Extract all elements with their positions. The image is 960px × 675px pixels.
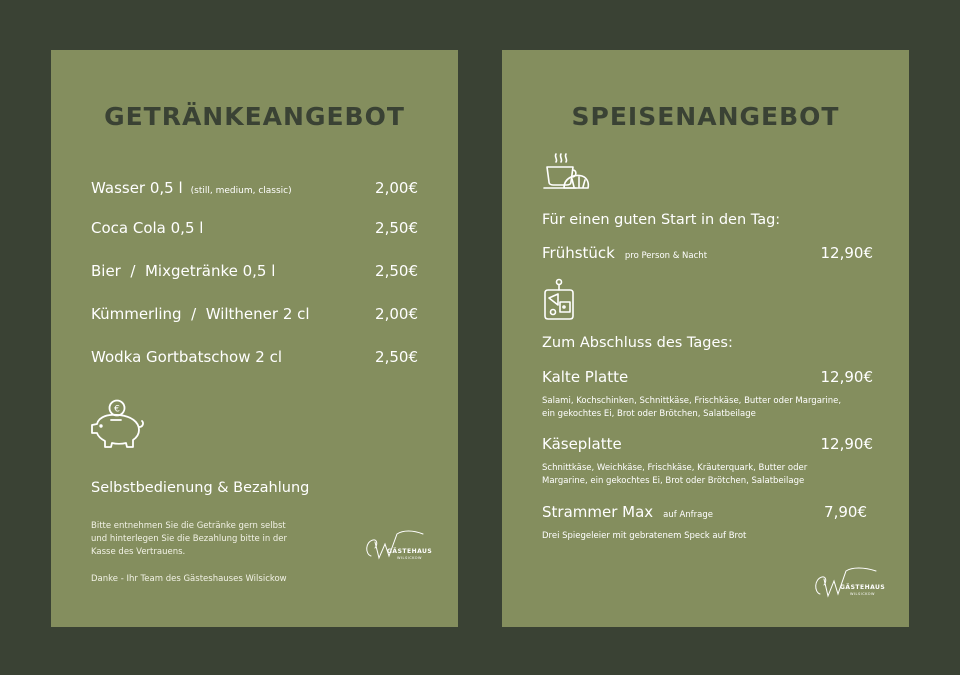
logo-sub: WILSICKOW [850, 592, 875, 596]
guesthouse-logo [361, 528, 431, 564]
menu-item-price: 12,90€ [820, 368, 873, 386]
menu-item-price: 7,90€ [824, 503, 867, 521]
drink-price: 2,00€ [375, 179, 418, 197]
menu-item-name: Strammer Max auf Anfrage [542, 503, 713, 521]
menu-item-note: pro Person & Nacht [624, 251, 708, 261]
drink-price: 2,50€ [375, 348, 418, 366]
breakfast-heading: Für einen guten Start in den Tag: [542, 212, 781, 228]
svg-text:€: € [114, 404, 120, 415]
menu-item-row [542, 435, 873, 457]
piggy-bank-icon [89, 398, 147, 454]
drink-row [91, 262, 418, 284]
thanks-text: Danke - Ihr Team des Gästeshauses Wilsickow [91, 574, 287, 584]
drink-row [91, 348, 418, 370]
drink-price: 2,00€ [375, 305, 418, 323]
drink-price: 2,50€ [375, 219, 418, 237]
food-menu-card [502, 50, 909, 627]
menu-item-description: Salami, Kochschinken, Schnittkäse, Frischkäse, Butter oder Margarine, ein gekochtes Ei, Brot oder Brötchen, Salatbeilage [542, 396, 842, 419]
drinks-title: GETRÄNKEANGEBOT [104, 102, 405, 131]
menu-item-name: Kalte Platte [542, 368, 629, 386]
menu-item-name: Käseplatte [542, 435, 622, 453]
menu-item-row [542, 368, 873, 390]
drink-row [91, 219, 418, 241]
food-title: SPEISENANGEBOT [571, 102, 840, 131]
menu-item-note: auf Anfrage [663, 510, 713, 520]
menu-item-description: Drei Spiegeleier mit gebratenem Speck auf Brot [542, 531, 747, 541]
drink-row [91, 305, 418, 327]
menu-item-row [542, 503, 867, 525]
drink-note: (still, medium, classic) [190, 186, 292, 196]
drink-name: Kümmerling / Wilthener 2 cl [91, 305, 310, 323]
menu-item-description: Schnittkäse, Weichkäse, Frischkäse, Kräuterquark, Butter oder Margarine, ein gekochtes Ei, Brot oder Brötchen, Salatbeilage [542, 463, 808, 486]
guesthouse-logo [810, 564, 886, 602]
cheese-board-icon [542, 278, 576, 326]
menu-item-name: Frühstück pro Person & Nacht [542, 244, 708, 262]
drink-name: Wodka Gortbatschow 2 cl [91, 348, 282, 366]
menu-item-price: 12,90€ [820, 435, 873, 453]
drinks-menu-card [51, 50, 458, 627]
self-service-heading: Selbstbedienung & Bezahlung [91, 480, 310, 496]
logo-brand: GÄSTEHAUS [840, 584, 886, 591]
drink-name: Bier / Mixgetränke 0,5 l [91, 262, 276, 280]
drink-name: Coca Cola 0,5 l [91, 219, 204, 237]
drink-name: Wasser 0,5 l (still, medium, classic) [91, 179, 292, 197]
coffee-croissant-icon [542, 152, 590, 196]
logo-sub: WILSICKOW [397, 556, 422, 560]
menu-item-row [542, 244, 873, 266]
self-service-text: Bitte entnehmen Sie die Getränke gern selbst und hinterlegen Sie die Bezahlung bitte in der Kasse des Vertrauens. [91, 521, 288, 557]
drink-row [91, 179, 418, 201]
logo-brand: GÄSTEHAUS [387, 548, 433, 555]
evening-heading: Zum Abschluss des Tages: [542, 335, 733, 351]
drink-price: 2,50€ [375, 262, 418, 280]
menu-item-price: 12,90€ [820, 244, 873, 262]
